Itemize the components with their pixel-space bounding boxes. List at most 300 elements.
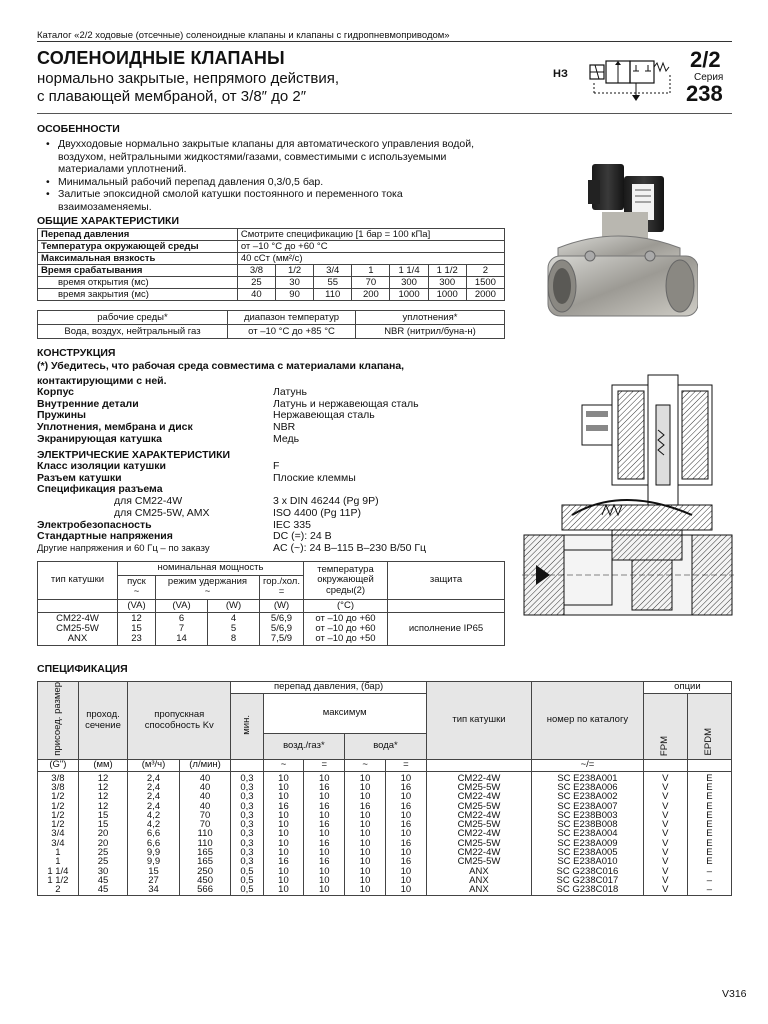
unit-w: (W): [208, 599, 260, 613]
holding-w-value: 5: [230, 623, 237, 634]
valve-photo: [540, 152, 698, 340]
seals-header: уплотнения*: [356, 311, 505, 325]
kv-m3h: 9,9: [128, 848, 180, 857]
holding-w-value: 4: [230, 613, 237, 624]
coil-type: CM22-4W: [426, 848, 531, 857]
water-ac: 10: [345, 876, 386, 885]
min-pressure: 0,3: [231, 820, 263, 829]
kv-lmin: 110: [179, 829, 231, 838]
orifice: 25: [78, 848, 127, 857]
kv-m3h: 27: [128, 876, 180, 885]
fpm-option: V: [643, 811, 687, 820]
connector-value: Плоские клеммы: [273, 471, 356, 484]
coil-type: ANX: [426, 876, 531, 885]
water-dc: 16: [386, 802, 427, 811]
closing-time-value: 40: [237, 289, 275, 301]
other-voltage-label: Другие напряжения и 60 Гц – по заказу: [37, 542, 210, 554]
air-ac: 10: [263, 885, 304, 895]
size: 1 1/2: [38, 876, 79, 885]
air-ac: 10: [263, 867, 304, 876]
water-ac: 10: [345, 848, 386, 857]
spec-row: [38, 792, 732, 801]
spec-row: [38, 885, 732, 895]
size: 1/2: [38, 811, 79, 820]
air-ac: 10: [263, 771, 304, 783]
kv-m3h: 2,4: [128, 802, 180, 811]
kv-lmin: 40: [179, 802, 231, 811]
electrical-title: ЭЛЕКТРИЧЕСКИЕ ХАРАКТЕРИСТИКИ: [37, 449, 231, 461]
spec-row: [38, 802, 732, 811]
air-ac: 10: [263, 848, 304, 857]
catalog-number-header: номер по каталогу: [532, 682, 644, 760]
kv-lmin: 40: [179, 771, 231, 783]
coil-type: CM25-5W: [426, 802, 531, 811]
closing-time-label: время закрытия (мс): [38, 289, 238, 301]
spec-rows: [38, 771, 732, 895]
fpm-option: V: [643, 839, 687, 848]
coil-type: ANX: [426, 885, 531, 895]
water-dc: 16: [386, 783, 427, 792]
unit-ac: ~: [263, 760, 304, 772]
material-value: NBR: [273, 421, 296, 434]
spec1-label: для CM22-4W: [114, 495, 183, 508]
min-pressure: 0,3: [231, 802, 263, 811]
viscosity-value: 40 сСт (мм²/с): [237, 253, 504, 265]
unit-acdc: ~/=: [532, 760, 644, 772]
valve-symbol-icon: [586, 55, 678, 101]
water-ac: 10: [345, 857, 386, 866]
size-header: 3/4: [314, 265, 352, 277]
unit-c: (°С): [304, 599, 388, 613]
water-dc: 10: [386, 771, 427, 783]
inrush-value: 12: [131, 613, 142, 624]
air-dc: 10: [304, 885, 345, 895]
pressure-value: Смотрите спецификацию [1 бар = 100 кПа]: [237, 229, 504, 241]
fpm-option: V: [643, 802, 687, 811]
kv-header: пропускная способность Kv: [144, 709, 214, 731]
catalog-number: SC E238A009: [532, 839, 644, 848]
material-value: Латунь и нержавеющая сталь: [273, 397, 419, 410]
fpm-option: V: [643, 857, 687, 866]
insulation-label: Класс изоляции катушки: [37, 460, 166, 472]
inrush-value: 23: [131, 633, 142, 644]
opening-time-value: 300: [390, 277, 428, 289]
spec-row: [38, 848, 732, 857]
page-title: СОЛЕНОИДНЫЕ КЛАПАНЫ: [37, 48, 285, 68]
epdm-option: E: [687, 792, 731, 801]
holding-w-value: 8: [230, 633, 237, 644]
water-dc: 16: [386, 820, 427, 829]
fpm-option: V: [643, 783, 687, 792]
material-value: Медь: [273, 432, 300, 445]
min-header: мин.: [240, 714, 252, 735]
valve-cross-section-drawing: [522, 355, 734, 625]
compat-note-2: контактирующими с ней.: [37, 375, 167, 387]
ac-symbol: ~: [133, 586, 140, 597]
spec-row: [38, 783, 732, 792]
epdm-option: E: [687, 811, 731, 820]
fpm-option: V: [643, 820, 687, 829]
catalog-number: SC E238B003: [532, 811, 644, 820]
construction-title: КОНСТРУКЦИЯ: [37, 347, 116, 359]
closing-time-value: 110: [314, 289, 352, 301]
size: 3/4: [38, 829, 79, 838]
temp-value: от –10 до +60: [315, 613, 376, 624]
coil-type-header: тип катушки: [38, 562, 118, 600]
unit-dc: =: [386, 760, 427, 772]
spec-table: [37, 681, 732, 896]
air-ac: 10: [263, 792, 304, 801]
material-label: Пружины: [37, 409, 86, 422]
water-dc: 10: [386, 792, 427, 801]
water-dc: 10: [386, 885, 427, 895]
holding-header: режим удержания: [167, 575, 248, 587]
coil-type: CM22-4W: [426, 811, 531, 820]
epdm-option: –: [687, 876, 731, 885]
orifice: 45: [78, 876, 127, 885]
kv-lmin: 450: [179, 876, 231, 885]
water-dc: 16: [386, 839, 427, 848]
material-label: Внутренние детали: [37, 397, 139, 410]
coil-type: CM25-5W: [426, 820, 531, 829]
power-header: номинальная мощность: [118, 562, 304, 576]
spec2-label: для CM25-5W, AMX: [114, 506, 210, 519]
feature-item: • Двухходовые нормально закрытые клапаны для автоматического управления водой, воздухом, нейтральными жидкостями/газами, совместимыми с используемыми материалами уплотнений.: [46, 138, 486, 176]
unit-va: (VA): [118, 599, 156, 613]
orifice: 20: [78, 839, 127, 848]
spec-row: [38, 771, 732, 783]
air-ac: 10: [263, 811, 304, 820]
material-value: Нержавеющая сталь: [273, 409, 375, 422]
water-dc: 10: [386, 848, 427, 857]
holding-va-value: 6: [178, 613, 185, 624]
min-pressure: 0,3: [231, 857, 263, 866]
min-pressure: 0,3: [231, 783, 263, 792]
kv-lmin: 70: [179, 820, 231, 829]
spec-row: [38, 811, 732, 820]
size: 1/2: [38, 792, 79, 801]
temp-range-header: диапазон температур: [228, 311, 356, 325]
size: 2: [38, 885, 79, 895]
size: 3/8: [38, 771, 79, 783]
safety-value: IEC 335: [273, 518, 311, 531]
insulation-value: F: [273, 460, 280, 472]
kv-lmin: 250: [179, 867, 231, 876]
holding-va-value: 7: [178, 623, 185, 634]
epdm-option: E: [687, 848, 731, 857]
spec1-value: 3 x DIN 46244 (Pg 9P): [273, 495, 379, 508]
epdm-option: E: [687, 820, 731, 829]
fpm-option: V: [643, 829, 687, 838]
fpm-option: V: [643, 876, 687, 885]
feature-item: • Минимальный рабочий перепад давления 0,3/0,5 бар.: [46, 176, 486, 189]
size-header: 1 1/2: [428, 265, 466, 277]
catalog-number: SC G238C018: [532, 885, 644, 895]
inrush-value: 15: [131, 623, 142, 634]
orifice: 30: [78, 867, 127, 876]
coil-type: CM25-5W: [56, 623, 99, 634]
spec2-value: ISO 4400 (Pg 11P): [273, 506, 361, 519]
kv-lmin: 40: [179, 783, 231, 792]
protection-header: защита: [388, 562, 505, 600]
feature-item: • Залитые эпоксидной смолой катушки постоянного и переменного тока взаимозаменяемы.: [46, 188, 486, 213]
compat-note-1: (*) Убедитесь, что рабочая среда совместима с материалами клапана,: [37, 360, 405, 372]
size-header: 3/8: [237, 265, 275, 277]
kv-m3h: 2,4: [128, 792, 180, 801]
opening-time-label: время открытия (мс): [38, 277, 238, 289]
air-ac: 16: [263, 802, 304, 811]
water-ac: 10: [345, 792, 386, 801]
fpm-option: V: [643, 885, 687, 895]
coil-type: CM25-5W: [426, 857, 531, 866]
epdm-option: E: [687, 839, 731, 848]
opening-time-value: 70: [352, 277, 390, 289]
pressure-label: Перепад давления: [38, 229, 238, 241]
size-header: 1/2: [276, 265, 314, 277]
holding-va-value: 14: [176, 633, 187, 644]
kv-m3h: 6,6: [128, 839, 180, 848]
air-dc: 10: [304, 811, 345, 820]
coil-type: CM22-4W: [56, 613, 99, 624]
page-number: V316: [722, 988, 747, 1000]
min-pressure: 0,3: [231, 771, 263, 783]
kv-lmin: 165: [179, 848, 231, 857]
water-dc: 10: [386, 867, 427, 876]
water-ac: 10: [345, 885, 386, 895]
material-label: Корпус: [37, 386, 74, 398]
size-header: присоед. размер: [51, 682, 63, 756]
air-dc: 10: [304, 876, 345, 885]
catalog-number: SC E238B008: [532, 820, 644, 829]
catalog-number: SC G238C017: [532, 876, 644, 885]
unit-g: (G"): [38, 760, 79, 772]
normally-closed-label: НЗ: [553, 68, 568, 80]
spec-title: СПЕЦИФИКАЦИЯ: [37, 663, 128, 675]
water-dc: 10: [386, 876, 427, 885]
size-header: 1 1/4: [390, 265, 428, 277]
catalog-number: SC E238A010: [532, 857, 644, 866]
hot-cold-value: 7,5/9: [270, 633, 293, 644]
response-time-label: Время срабатывания: [38, 265, 238, 277]
material-value: Латунь: [273, 386, 307, 398]
closing-time-value: 90: [276, 289, 314, 301]
min-pressure: 0,5: [231, 885, 263, 895]
fpm-option: V: [643, 771, 687, 783]
catalog-number: SC E238A007: [532, 802, 644, 811]
size: 1: [38, 857, 79, 866]
water-ac: 10: [345, 867, 386, 876]
hot-cold-value: 5/6,9: [270, 623, 293, 634]
spec-row: [38, 867, 732, 876]
size: 1/2: [38, 802, 79, 811]
coil-type: ANX: [67, 633, 88, 644]
coil-type: ANX: [426, 867, 531, 876]
viscosity-label: Максимальная вязкость: [38, 253, 238, 265]
coil-type: CM25-5W: [426, 783, 531, 792]
catalog-number: SC E238A005: [532, 848, 644, 857]
closing-time-value: 1000: [390, 289, 428, 301]
size: 1: [38, 848, 79, 857]
orifice: 15: [78, 820, 127, 829]
kv-m3h: 15: [128, 867, 180, 876]
min-pressure: 0,3: [231, 792, 263, 801]
water-ac: 10: [345, 839, 386, 848]
kv-m3h: 6,6: [128, 829, 180, 838]
size-header: 1: [352, 265, 390, 277]
material-label: Экранирующая катушка: [37, 432, 162, 445]
unit-va: (VA): [156, 599, 208, 613]
coil-type-header: тип катушки: [426, 682, 531, 760]
water-ac: 16: [345, 802, 386, 811]
size: 3/8: [38, 783, 79, 792]
air-ac: 10: [263, 783, 304, 792]
coil-type: CM25-5W: [426, 839, 531, 848]
voltage-label: Стандартные напряжения: [37, 530, 173, 543]
opening-time-value: 25: [237, 277, 275, 289]
ambient-temp-header: температура окружающей среды(2): [304, 562, 388, 600]
water-dc: 10: [386, 829, 427, 838]
spec-row: [38, 857, 732, 866]
min-pressure: 0,3: [231, 811, 263, 820]
orifice: 20: [78, 829, 127, 838]
air-ac: 10: [263, 829, 304, 838]
air-ac: 10: [263, 876, 304, 885]
water-ac: 10: [345, 829, 386, 838]
min-pressure: 0,3: [231, 829, 263, 838]
coil-type: CM22-4W: [426, 771, 531, 783]
water-ac: 10: [345, 820, 386, 829]
kv-m3h: 2,4: [128, 771, 180, 783]
air-ac: 10: [263, 839, 304, 848]
kv-m3h: 4,2: [128, 820, 180, 829]
min-pressure: 0,3: [231, 839, 263, 848]
coil-type: CM22-4W: [426, 829, 531, 838]
electrical-list: [37, 461, 507, 553]
fpm-option: V: [643, 867, 687, 876]
epdm-option: E: [687, 771, 731, 783]
spec-row: [38, 839, 732, 848]
safety-label: Электробезопасность: [37, 518, 152, 531]
inrush-header: пуск: [127, 575, 146, 587]
min-pressure: 0,5: [231, 867, 263, 876]
hot-cold-value: 5/6,9: [270, 613, 293, 624]
kv-lmin: 566: [179, 885, 231, 895]
water-dc: 16: [386, 857, 427, 866]
kv-lmin: 70: [179, 811, 231, 820]
water-ac: 10: [345, 771, 386, 783]
unit-w: (W): [260, 599, 304, 613]
opening-time-value: 30: [276, 277, 314, 289]
media-header: рабочие среды*: [38, 311, 228, 325]
other-voltage-value: AC (~): 24 В–115 В–230 В/50 Гц: [273, 541, 427, 554]
materials-list: [37, 387, 507, 447]
orifice: 45: [78, 885, 127, 895]
temp-value: от –10 до +60: [315, 623, 376, 634]
spec-row: [38, 820, 732, 829]
air-dc: 16: [304, 802, 345, 811]
options-header: опции: [643, 682, 731, 694]
size: 1 1/4: [38, 867, 79, 876]
general-table: [37, 228, 505, 301]
unit-ac: ~: [345, 760, 386, 772]
min-pressure: 0,3: [231, 848, 263, 857]
catalog-number: SC E238A001: [532, 771, 644, 783]
opening-time-value: 1500: [466, 277, 504, 289]
catalog-number: SC E238A006: [532, 783, 644, 792]
air-dc: 16: [304, 783, 345, 792]
opening-time-value: 300: [428, 277, 466, 289]
kv-m3h: 9,9: [128, 857, 180, 866]
closing-time-value: 1000: [428, 289, 466, 301]
connector-label: Разъем катушки: [37, 471, 122, 484]
unit-dc: =: [304, 760, 345, 772]
closing-time-value: 200: [352, 289, 390, 301]
coil-type: CM22-4W: [426, 792, 531, 801]
orifice: 12: [78, 802, 127, 811]
series-number: 238: [686, 81, 723, 106]
size: 1/2: [38, 820, 79, 829]
unit-m3h: (м³/ч): [128, 760, 180, 772]
subtitle-line2: с плавающей мембраной, от 3/8″ до 2″: [37, 88, 307, 105]
size-header: 2: [466, 265, 504, 277]
air-gas-header: возд./газ*: [263, 734, 345, 760]
air-dc: 10: [304, 867, 345, 876]
fpm-option: V: [643, 792, 687, 801]
epdm-option: E: [687, 829, 731, 838]
water-dc: 10: [386, 811, 427, 820]
temp-value: от –10 до +50: [315, 633, 376, 644]
kv-lmin: 165: [179, 857, 231, 866]
catalog-number: SC E238A004: [532, 829, 644, 838]
media-value: Вода, воздух, нейтральный газ: [38, 325, 228, 339]
temp-range-value: от –10 °С до +85 °С: [228, 325, 356, 339]
subtitle-line1: нормально закрытые, непрямого действия,: [37, 70, 340, 87]
connector-spec-label: Спецификация разъема: [37, 483, 163, 496]
orifice: 25: [78, 857, 127, 866]
features-title: ОСОБЕННОСТИ: [37, 123, 120, 135]
catalog-number: SC E238A002: [532, 792, 644, 801]
general-title: ОБЩИЕ ХАРАКТЕРИСТИКИ: [37, 215, 180, 227]
orifice-header: проход. сечение: [85, 709, 121, 731]
seals-value: NBR (нитрил/буна-н): [356, 325, 505, 339]
kv-m3h: 2,4: [128, 783, 180, 792]
media-table: [37, 310, 505, 339]
air-dc: 16: [304, 839, 345, 848]
size: 3/4: [38, 839, 79, 848]
kv-lmin: 40: [179, 792, 231, 801]
ac-symbol: ~: [204, 586, 211, 597]
opening-time-value: 55: [314, 277, 352, 289]
min-pressure: 0,5: [231, 876, 263, 885]
hot-cold-header: гор./хол.: [262, 575, 300, 587]
kv-m3h: 34: [128, 885, 180, 895]
ambient-temp-value: от –10 °С до +60 °С: [237, 241, 504, 253]
spec-row: [38, 876, 732, 885]
kv-lmin: 110: [179, 839, 231, 848]
epdm-header: EPDM: [703, 728, 715, 756]
water-ac: 10: [345, 811, 386, 820]
air-dc: 10: [304, 829, 345, 838]
orifice: 15: [78, 811, 127, 820]
air-dc: 16: [304, 820, 345, 829]
series-label: Серия: [694, 72, 724, 83]
air-dc: 16: [304, 857, 345, 866]
coil-power-table: [37, 561, 505, 646]
orifice: 12: [78, 792, 127, 801]
air-dc: 10: [304, 771, 345, 783]
epdm-option: E: [687, 802, 731, 811]
material-label: Уплотнения, мембрана и диск: [37, 421, 193, 434]
